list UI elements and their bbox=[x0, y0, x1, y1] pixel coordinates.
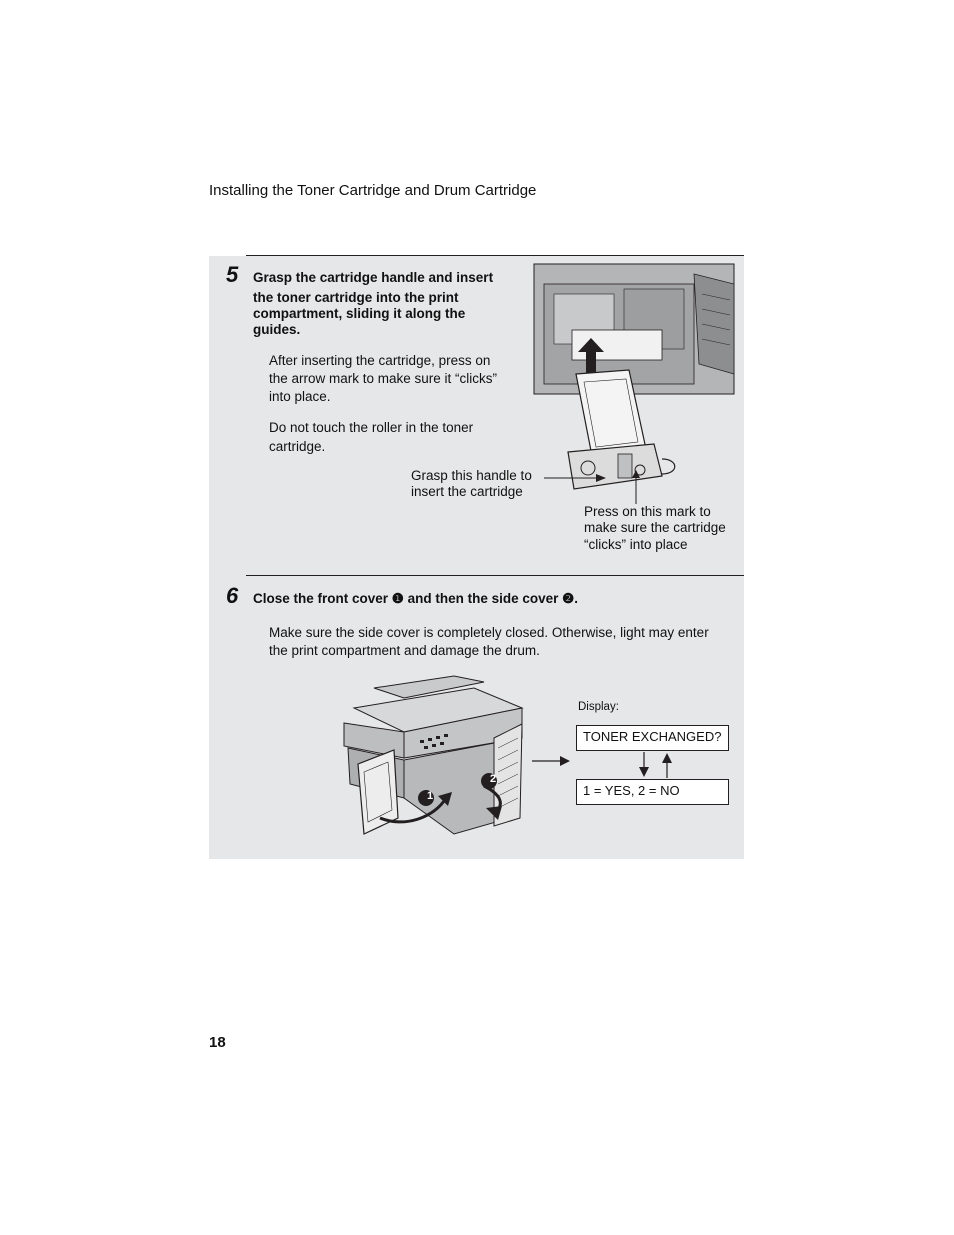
step5-title-line2: the toner cartridge into the print bbox=[253, 290, 459, 305]
step5-number: 5 bbox=[226, 262, 239, 287]
to-display-arrow bbox=[532, 754, 572, 768]
step5-top-rule bbox=[246, 255, 744, 256]
callout-handle-line1: Grasp this handle to bbox=[411, 468, 532, 483]
step5-para1-line2: the arrow mark to make sure it “clicks” bbox=[269, 371, 498, 386]
step6-title: Close the front cover ❶ and then the side cover ❷. bbox=[253, 591, 579, 606]
step5-para1-line3: into place. bbox=[269, 389, 331, 404]
callout-mark-line2: make sure the cartridge bbox=[584, 520, 726, 535]
step5-title-line4: guides. bbox=[253, 322, 301, 337]
page-number: 18 bbox=[209, 1034, 226, 1051]
close-covers-illustration bbox=[334, 668, 526, 840]
running-header: Installing the Toner Cartridge and Drum Cartridge bbox=[209, 182, 537, 199]
callout-mark-line3: “clicks” into place bbox=[584, 537, 688, 552]
step6-para-line1: Make sure the side cover is completely closed. Otherwise, light may enter bbox=[269, 625, 709, 640]
display-line-1: TONER EXCHANGED? bbox=[576, 725, 729, 751]
marker-front-cover: 1 bbox=[426, 790, 434, 802]
display-label: Display: bbox=[578, 701, 619, 713]
step6-top-rule bbox=[246, 575, 744, 576]
step5-para1-line1: After inserting the cartridge, press on bbox=[269, 353, 491, 368]
callout-handle-line2: insert the cartridge bbox=[411, 484, 523, 499]
step5-para2-line1: Do not touch the roller in the toner bbox=[269, 420, 474, 435]
step6-number: 6 bbox=[226, 583, 239, 608]
marker-side-cover: 2 bbox=[489, 773, 497, 785]
step5-para2-line2: cartridge. bbox=[269, 439, 326, 454]
step5-title-line3: compartment, sliding it along the bbox=[253, 306, 466, 321]
display-line-2: 1 = YES, 2 = NO bbox=[576, 779, 729, 805]
callout-mark-line1: Press on this mark to bbox=[584, 504, 711, 519]
toner-insertion-illustration bbox=[534, 264, 734, 494]
step5-title-line1: Grasp the cartridge handle and insert bbox=[253, 270, 494, 285]
display-alternate-arrows bbox=[636, 752, 676, 778]
step6-para-line2: the print compartment and damage the drum. bbox=[269, 643, 540, 658]
